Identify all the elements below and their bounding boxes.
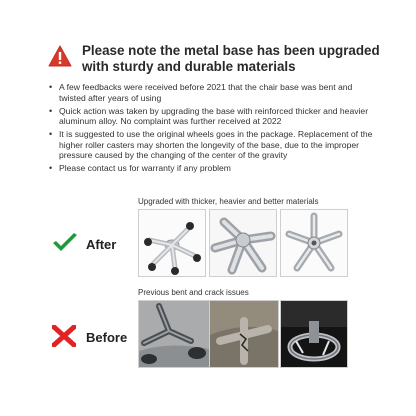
before-label: Before: [86, 330, 128, 345]
cracked-base-photo: [209, 300, 279, 368]
bullet-dot: •: [49, 82, 53, 92]
bullet-text: It is suggested to use the original wheels goes in the package. Replacement of the higher roller casters may shorten the longevity of the base, due to the improper pressure caused by the changing of the center of the gravity: [59, 129, 373, 161]
bent-base-photo: [138, 300, 210, 368]
notice-bullet: [49, 163, 374, 174]
after-label: After: [86, 237, 117, 252]
bullet-dot: •: [49, 105, 53, 116]
bullet-text: Please contact us for warranty if any problem: [59, 163, 231, 174]
notice-bullet: [49, 82, 374, 103]
after-caption: Upgraded with thicker, heavier and better materials: [138, 197, 319, 206]
before-caption: Previous bent and crack issues: [138, 288, 249, 297]
notice-title: Please note the metal base has been upgraded with sturdy and durable materials: [82, 43, 380, 74]
bullet-text: A few feedbacks were received before 2021 that the chair base was bent and twisted after years of using: [59, 82, 353, 103]
bullet-dot: •: [49, 163, 53, 174]
red-x-icon: [52, 325, 76, 347]
notice-bullet: [49, 129, 374, 161]
upgraded-base-photo: [280, 209, 348, 277]
notice-bullet: [49, 106, 374, 127]
upgraded-base-photo: [209, 209, 277, 277]
broken-base-photo: [280, 300, 348, 368]
warning-triangle-icon: [48, 45, 72, 67]
bullet-dot: •: [49, 129, 53, 140]
notice-bullet-list: [49, 82, 374, 176]
bullet-text: Quick action was taken by upgrading the base with reinforced thicker and heavier aluminum alloy. No complaint was further received at 2022: [59, 105, 369, 127]
upgraded-base-photo: [138, 209, 206, 277]
green-check-icon: [52, 233, 78, 253]
